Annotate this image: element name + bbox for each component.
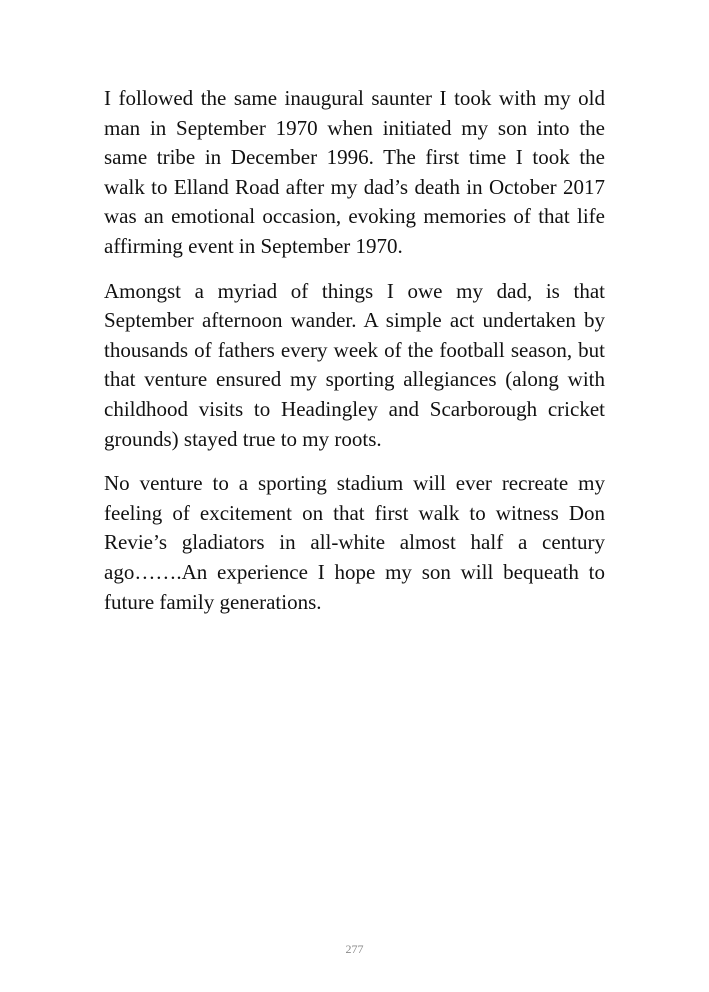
page-number: 277 [345, 942, 364, 956]
paragraph-2: Amongst a myriad of things I owe my dad, is that September afternoon wander. A simple act undertaken by thousands of fathers every week of the football season, but that venture ensured my sporting allegiances (along with childhood visits to Headingley and Scarborough cricket grounds) stayed true to my roots. [104, 278, 605, 451]
body-text [104, 84, 605, 632]
paragraph-1: I followed the same inaugural saunter I took with my old man in September 1970 when initiated my son into the same tribe in December 1996. The first time I took the walk to Elland Road after my dad’s death in October 2017 was an emotional occasion, evoking memories of that life affirming event in September 1970. [104, 86, 605, 258]
paragraph-3: No venture to a sporting stadium will ever recreate my feeling of excitement on that first walk to witness Don Revie’s gladiators in all-white almost half a century ago…….An experience I hope my son will bequeath to future family generations. [104, 471, 605, 614]
